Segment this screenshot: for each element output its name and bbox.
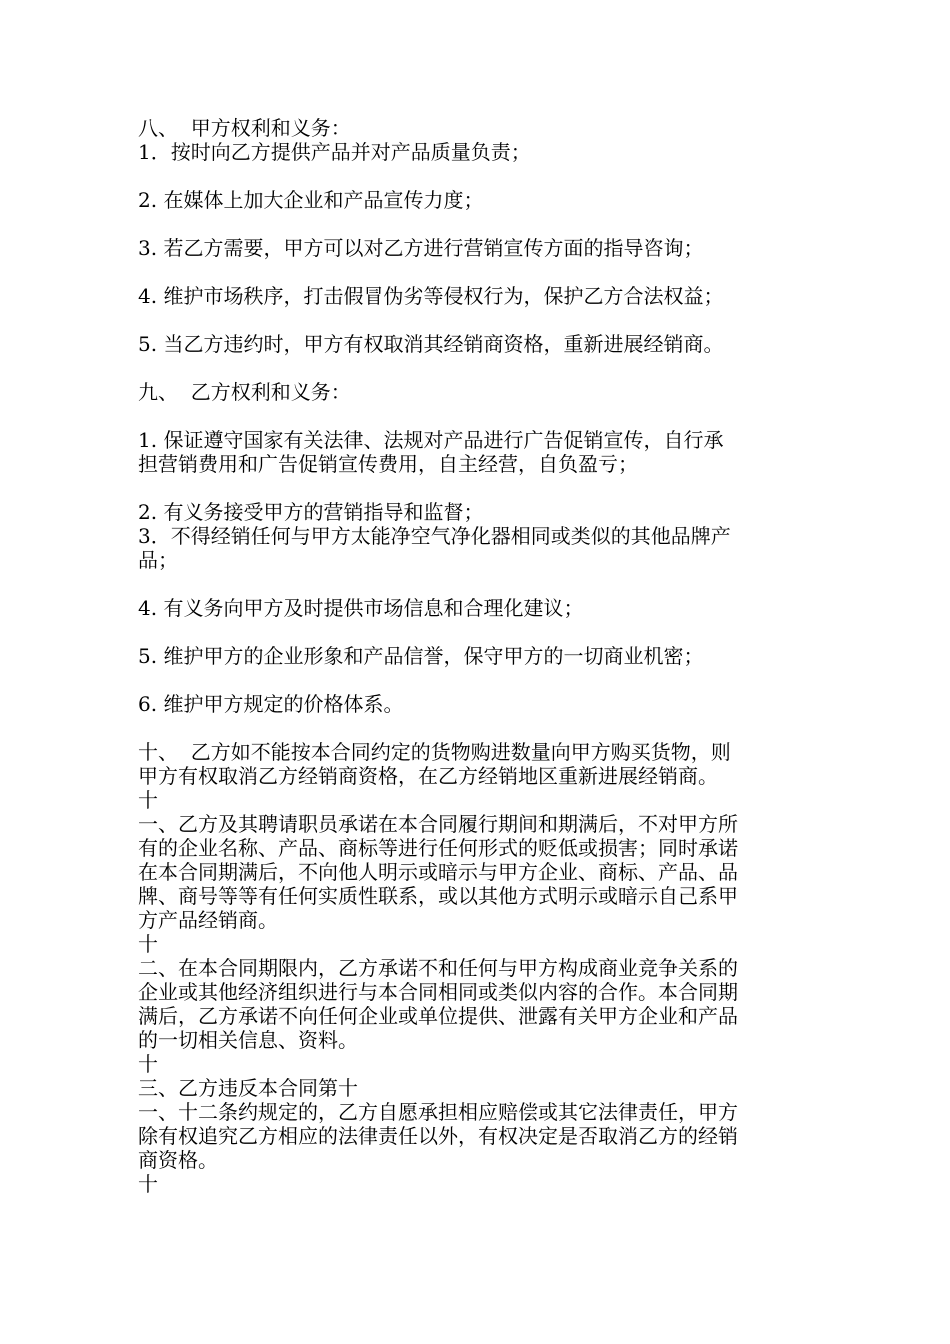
text-line: 4. 维护市场秩序，打击假冒伪劣等侵权行为，保护乙方合法权益； xyxy=(138,284,724,308)
paragraph-spacer xyxy=(138,356,818,380)
text-line: 担营销费用和广告促销宣传费用，自主经营，自负盈亏； xyxy=(138,452,638,476)
text-line: 方产品经销商。 xyxy=(138,908,278,932)
paragraph-spacer xyxy=(138,260,818,284)
text-line: 6. 维护甲方规定的价格体系。 xyxy=(138,692,404,716)
paragraph xyxy=(138,284,818,308)
text-line: 1．按时向乙方提供产品并对产品质量负责； xyxy=(138,140,531,164)
text-line: 5. 维护甲方的企业形象和产品信誉，保守甲方的一切商业机密； xyxy=(138,644,704,668)
paragraph xyxy=(138,380,818,404)
text-line: 二、在本合同期限内，乙方承诺不和任何与甲方构成商业竞争关系的 xyxy=(138,956,738,980)
paragraph xyxy=(138,188,818,212)
paragraph-spacer xyxy=(138,404,818,428)
paragraph xyxy=(138,116,818,164)
text-line: 一、乙方及其聘请职员承诺在本合同履行期间和期满后，不对甲方所 xyxy=(138,812,738,836)
text-line: 有的企业名称、产品、商标等进行任何形式的贬低或损害；同时承诺 xyxy=(138,836,738,860)
paragraph-spacer xyxy=(138,212,818,236)
text-line: 的一切相关信息、资料。 xyxy=(138,1028,358,1052)
text-line: 十、 乙方如不能按本合同约定的货物购进数量向甲方购买货物，则 xyxy=(138,740,731,764)
text-line: 3. 若乙方需要，甲方可以对乙方进行营销宣传方面的指导咨询； xyxy=(138,236,704,260)
text-line: 十 xyxy=(138,1052,158,1076)
text-line: 1. 保证遵守国家有关法律、法规对产品进行广告促销宣传，自行承 xyxy=(138,428,724,452)
document-body xyxy=(138,116,818,1196)
paragraph-spacer xyxy=(138,716,818,740)
paragraph xyxy=(138,236,818,260)
text-line: 十 xyxy=(138,932,158,956)
paragraph xyxy=(138,596,818,620)
text-line: 十 xyxy=(138,788,158,812)
paragraph xyxy=(138,428,818,476)
text-line: 九、 乙方权利和义务： xyxy=(138,380,351,404)
text-line: 三、乙方违反本合同第十 xyxy=(138,1076,358,1100)
text-line: 品； xyxy=(138,548,178,572)
paragraph-spacer xyxy=(138,620,818,644)
text-line: 4. 有义务向甲方及时提供市场信息和合理化建议； xyxy=(138,596,584,620)
text-line: 3．不得经销任何与甲方太能净空气净化器相同或类似的其他品牌产 xyxy=(138,524,731,548)
text-line: 甲方有权取消乙方经销商资格，在乙方经销地区重新进展经销商。 xyxy=(138,764,718,788)
paragraph-spacer xyxy=(138,668,818,692)
text-line: 5. 当乙方违约时，甲方有权取消其经销商资格，重新进展经销商。 xyxy=(138,332,724,356)
paragraph xyxy=(138,500,818,572)
text-line: 满后，乙方承诺不向任何企业或单位提供、泄露有关甲方企业和产品 xyxy=(138,1004,738,1028)
paragraph xyxy=(138,644,818,668)
text-line: 2. 在媒体上加大企业和产品宣传力度； xyxy=(138,188,484,212)
text-line: 商资格。 xyxy=(138,1148,218,1172)
paragraph xyxy=(138,740,818,1196)
text-line: 2. 有义务接受甲方的营销指导和监督； xyxy=(138,500,484,524)
text-line: 在本合同期满后，不向他人明示或暗示与甲方企业、商标、产品、品 xyxy=(138,860,738,884)
paragraph-spacer xyxy=(138,572,818,596)
text-line: 一、十二条约规定的，乙方自愿承担相应赔偿或其它法律责任，甲方 xyxy=(138,1100,738,1124)
text-line: 除有权追究乙方相应的法律责任以外，有权决定是否取消乙方的经销 xyxy=(138,1124,738,1148)
paragraph-spacer xyxy=(138,164,818,188)
text-line: 十 xyxy=(138,1172,158,1196)
paragraph xyxy=(138,692,818,716)
paragraph-spacer xyxy=(138,308,818,332)
text-line: 企业或其他经济组织进行与本合同相同或类似内容的合作。本合同期 xyxy=(138,980,738,1004)
paragraph xyxy=(138,332,818,356)
paragraph-spacer xyxy=(138,476,818,500)
text-line: 牌、商号等等有任何实质性联系，或以其他方式明示或暗示自己系甲 xyxy=(138,884,738,908)
text-line: 八、 甲方权利和义务： xyxy=(138,116,351,140)
